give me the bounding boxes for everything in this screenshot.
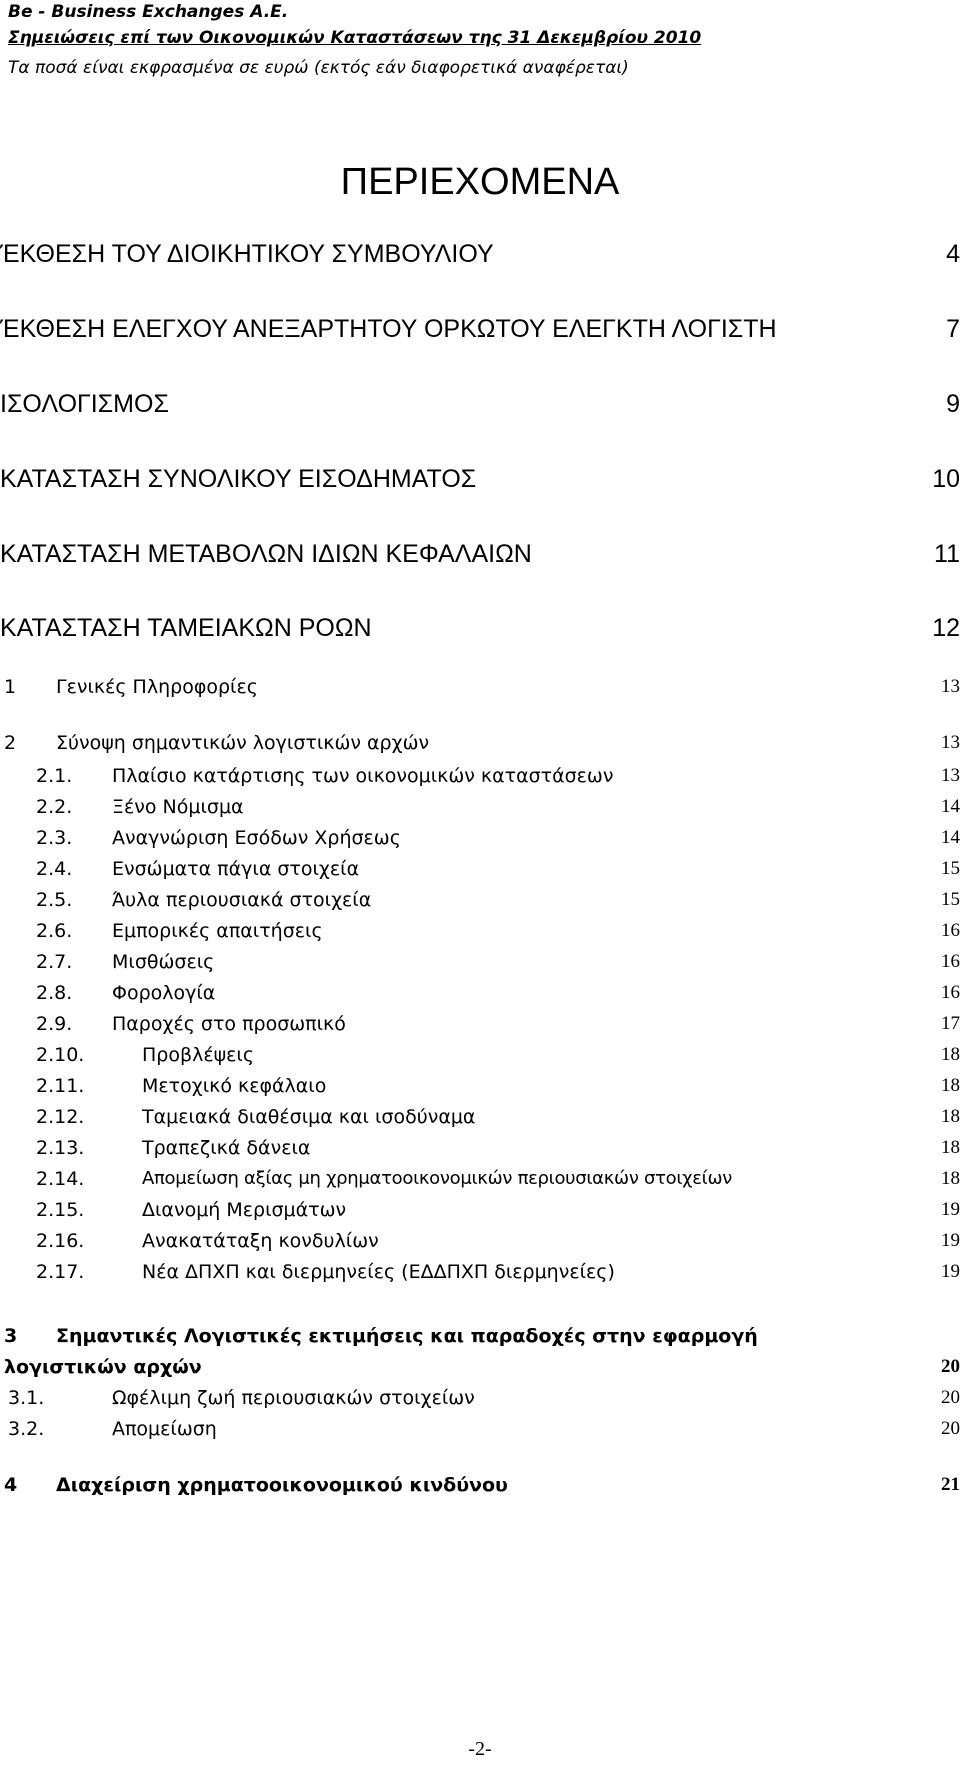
- toc-subsection-page: 20: [941, 1418, 960, 1439]
- toc-subsection-label: Προβλέψεις: [142, 1044, 254, 1066]
- toc-subsection-number: 2.13.: [36, 1137, 85, 1159]
- toc-subsection-page: 19: [941, 1230, 960, 1251]
- toc-entry-page: 12: [932, 614, 960, 642]
- toc-subsection[interactable]: [0, 1418, 960, 1444]
- toc-subsection[interactable]: [0, 982, 960, 1008]
- toc-subsection-number: 3.2.: [8, 1418, 45, 1440]
- toc-subsection-page: 18: [941, 1137, 960, 1158]
- toc-section-label-line2: λογιστικών αρχών: [4, 1356, 202, 1378]
- toc-subsection-number: 2.10.: [36, 1044, 85, 1066]
- toc-subsection-number: 2.6.: [36, 920, 73, 942]
- toc-subsection-number: 3.1.: [8, 1387, 45, 1409]
- notes-title: Σημειώσεις επί των Οικονομικών Καταστάσεων της 31 Δεκεμβρίου 2010: [8, 28, 702, 48]
- toc-section-number: 3: [4, 1325, 18, 1347]
- toc-subsection-page: 18: [941, 1075, 960, 1096]
- toc-entry-balance-sheet[interactable]: [0, 390, 960, 424]
- toc-entry-page: 4: [946, 240, 960, 268]
- toc-subsection-page: 18: [941, 1044, 960, 1065]
- toc-subsection-label: Διανομή Μερισμάτων: [142, 1199, 347, 1221]
- toc-subsection-number: 2.2.: [36, 796, 73, 818]
- toc-subsection[interactable]: [0, 1044, 960, 1070]
- toc-subsection-label: Μετοχικό κεφάλαιο: [142, 1075, 327, 1097]
- toc-entry-page: 10: [932, 465, 960, 493]
- toc-subsection-label: Αναγνώριση Εσόδων Χρήσεως: [112, 827, 401, 849]
- toc-subsection[interactable]: [0, 920, 960, 946]
- toc-subsection-label: Παροχές στο προσωπικό: [112, 1013, 346, 1035]
- toc-entry-cash-flows[interactable]: [0, 614, 960, 648]
- toc-subsection[interactable]: [0, 1199, 960, 1225]
- toc-section-4[interactable]: [0, 1474, 960, 1500]
- toc-entry-label: ΚΑΤΑΣΤΑΣΗ ΣΥΝΟΛΙΚΟΥ ΕΙΣΟΔΗΜΑΤΟΣ: [0, 465, 477, 493]
- toc-section-page: 21: [941, 1474, 960, 1495]
- toc-subsection-page: 16: [941, 951, 960, 972]
- toc-subsection-label: Ανακατάταξη κονδυλίων: [142, 1230, 379, 1252]
- toc-subsection-label: Μισθώσεις: [112, 951, 215, 973]
- toc-entry-label: ΙΣΟΛΟΓΙΣΜΟΣ: [0, 390, 169, 418]
- toc-subsection[interactable]: [0, 1261, 960, 1287]
- toc-section-page: 13: [941, 732, 960, 753]
- toc-entry-label: ΈΚΘΕΣΗ ΤΟΥ ΔΙΟΙΚΗΤΙΚΟΥ ΣΥΜΒΟΥΛΙΟΥ: [0, 240, 494, 268]
- toc-subsection-number: 2.14.: [36, 1168, 85, 1190]
- toc-section-page: 13: [941, 676, 960, 697]
- toc-section-label: Σύνοψη σημαντικών λογιστικών αρχών: [56, 732, 430, 754]
- toc-subsection-page: 14: [941, 827, 960, 848]
- toc-entry-equity-changes[interactable]: [0, 540, 960, 574]
- toc-subsection-number: 2.1.: [36, 765, 73, 787]
- toc-subsection[interactable]: [0, 1106, 960, 1132]
- toc-subsection[interactable]: [0, 951, 960, 977]
- toc-section-page: 20: [941, 1356, 960, 1377]
- toc-subsection-page: 19: [941, 1199, 960, 1220]
- toc-subsection[interactable]: [0, 889, 960, 915]
- toc-subsection-label: Ξένο Νόμισμα: [112, 796, 244, 818]
- toc-subsection-label: Ενσώματα πάγια στοιχεία: [112, 858, 360, 880]
- toc-subsection[interactable]: [0, 858, 960, 884]
- toc-subsection-page: 20: [941, 1387, 960, 1408]
- toc-subsection-page: 15: [941, 858, 960, 879]
- toc-subsection-label: Νέα ΔΠΧΠ και διερμηνείες (ΕΔΔΠΧΠ διερμηνείες): [142, 1261, 615, 1283]
- toc-subsection[interactable]: [0, 765, 960, 791]
- toc-section-number: 1: [4, 676, 17, 698]
- document-header: [8, 0, 948, 83]
- toc-entry-board-report[interactable]: [0, 240, 960, 274]
- toc-section-number: 2: [4, 732, 17, 754]
- toc-subsection-number: 2.8.: [36, 982, 73, 1004]
- toc-subsection[interactable]: [0, 827, 960, 853]
- toc-subsection-number: 2.11.: [36, 1075, 85, 1097]
- toc-subsection-page: 18: [941, 1168, 960, 1189]
- toc-subsection-page: 17: [941, 1013, 960, 1034]
- toc-subsection-page: 15: [941, 889, 960, 910]
- toc-section-label: Γενικές Πληροφορίες: [56, 676, 258, 698]
- company-name: Be - Business Exchanges A.E.: [8, 2, 289, 22]
- toc-subsection-page: 16: [941, 982, 960, 1003]
- toc-subsection-page: 14: [941, 796, 960, 817]
- toc-subsection-label: Απομείωση αξίας μη χρηματοοικονομικών περιουσιακών στοιχείων: [142, 1168, 732, 1189]
- toc-subsection-label: Τραπεζικά δάνεια: [142, 1137, 311, 1159]
- toc-title: ΠΕΡΙΕΧΟΜΕΝΑ: [340, 161, 620, 203]
- toc-entry-page: 11: [934, 540, 960, 568]
- toc-entry-page: 7: [946, 315, 960, 343]
- toc-subsection-page: 16: [941, 920, 960, 941]
- toc-entry-label: ΈΚΘΕΣΗ ΕΛΕΓΧΟΥ ΑΝΕΞΑΡΤΗΤΟΥ ΟΡΚΩΤΟΥ ΕΛΕΓΚΤΗ ΛΟΓΙΣΤΗ: [0, 315, 777, 343]
- toc-section-2[interactable]: [0, 732, 960, 758]
- toc-subsection-number: 2.4.: [36, 858, 73, 880]
- toc-subsection[interactable]: [0, 1387, 960, 1413]
- toc-section-3-continued[interactable]: [0, 1356, 960, 1382]
- toc-subsection[interactable]: [0, 1168, 960, 1194]
- toc-subsection-number: 2.7.: [36, 951, 73, 973]
- toc-subsection-page: 18: [941, 1106, 960, 1127]
- toc-subsection-label: Ωφέλιμη ζωή περιουσιακών στοιχείων: [112, 1387, 475, 1409]
- toc-subsection-label: Ταμειακά διαθέσιμα και ισοδύναμα: [142, 1106, 476, 1128]
- toc-entry-label: ΚΑΤΑΣΤΑΣΗ ΤΑΜΕΙΑΚΩΝ ΡΟΩΝ: [0, 614, 372, 642]
- toc-subsection-number: 2.17.: [36, 1261, 85, 1283]
- toc-section-number: 4: [4, 1474, 18, 1496]
- toc-subsection[interactable]: [0, 1230, 960, 1256]
- toc-subsection-label: Άυλα περιουσιακά στοιχεία: [112, 889, 372, 911]
- toc-subsection[interactable]: [0, 1075, 960, 1101]
- toc-subsection-label: Απομείωση: [112, 1418, 217, 1440]
- toc-subsection[interactable]: [0, 1013, 960, 1039]
- toc-entry-comprehensive-income[interactable]: [0, 465, 960, 499]
- page-number: -2-: [468, 1738, 492, 1760]
- toc-subsection-number: 2.5.: [36, 889, 73, 911]
- toc-subsection-page: 13: [941, 765, 960, 786]
- toc-entry-page: 9: [946, 390, 960, 418]
- toc-entry-label: ΚΑΤΑΣΤΑΣΗ ΜΕΤΑΒΟΛΩΝ ΙΔΙΩΝ ΚΕΦΑΛΑΙΩΝ: [0, 540, 532, 568]
- toc-section-3[interactable]: [0, 1325, 960, 1351]
- toc-section-label: Διαχείριση χρηματοοικονομικού κινδύνου: [56, 1474, 508, 1496]
- currency-note: Τα ποσά είναι εκφρασμένα σε ευρώ (εκτός εάν διαφορετικά αναφέρεται): [8, 58, 629, 78]
- toc-subsection-number: 2.16.: [36, 1230, 85, 1252]
- toc-section-label-line1: Σημαντικές Λογιστικές εκτιμήσεις και παραδοχές στην εφαρμογή: [56, 1325, 758, 1347]
- toc-subsection-label: Πλαίσιο κατάρτισης των οικονομικών καταστάσεων: [112, 765, 614, 787]
- toc-section-1[interactable]: [0, 676, 960, 702]
- toc-subsection[interactable]: [0, 796, 960, 822]
- toc-subsection-number: 2.9.: [36, 1013, 73, 1035]
- toc-subsection-number: 2.3.: [36, 827, 73, 849]
- toc-subsection-label: Εμπορικές απαιτήσεις: [112, 920, 323, 942]
- toc-subsection-number: 2.12.: [36, 1106, 85, 1128]
- toc-subsection-page: 19: [941, 1261, 960, 1282]
- toc-subsection[interactable]: [0, 1137, 960, 1163]
- toc-subsection-number: 2.15.: [36, 1199, 85, 1221]
- toc-subsection-label: Φορολογία: [112, 982, 216, 1004]
- toc-entry-auditor-report[interactable]: [0, 315, 960, 349]
